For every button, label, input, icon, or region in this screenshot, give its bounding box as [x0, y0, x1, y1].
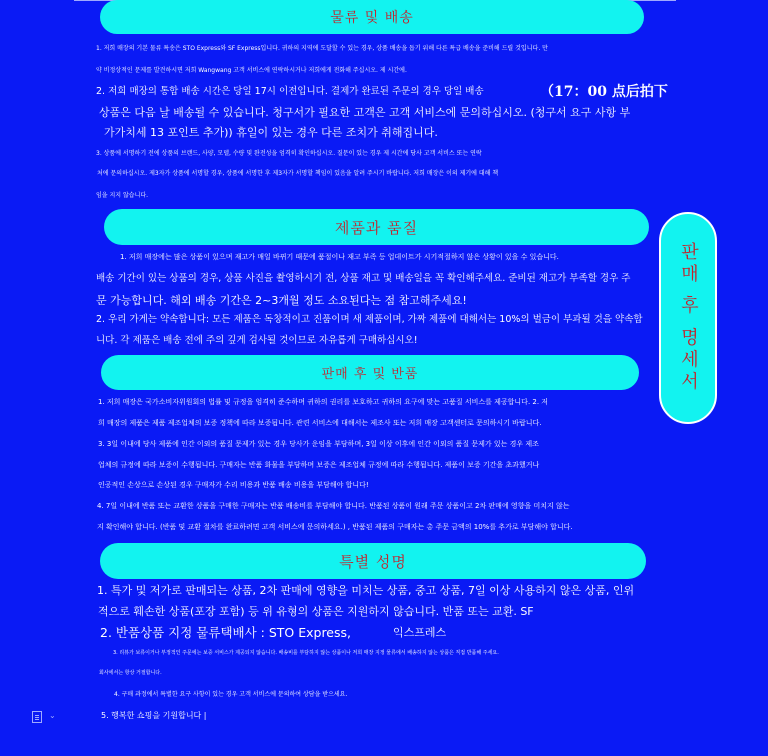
logistics-line-1: 1. 저희 매장의 기본 물류 특송은 STO Express와 SF Express입니다. 귀하의 지역에 도달할 수 있는 경우, 상품 배송을 돕기 위해 다른 특급 배송을 준비해 드릴 것입니다. 만	[96, 45, 548, 52]
quality-line-5: 니다. 각 제품은 배송 전에 주의 깊게 검사될 것이므로 자유롭게 구매하십시오!	[96, 335, 418, 346]
quality-line-1: 1. 저희 매장에는 많은 상품이 있으며 재고가 매일 바뀌기 때문에 품절이나 재고 부족 등 업데이트가 시기적절하지 않은 상황이 있을 수 있습니다.	[120, 253, 559, 261]
aftersales-line-7: 지 확인해야 합니다. (반품 및 교환 절차를 완료하려면 고객 서비스에 문의하세요.) , 반품된 제품의 구매자는 총 주문 금액의 10%를 추가로 부담해야 합니다.	[97, 523, 573, 531]
quality-line-3: 문 가능합니다. 해외 배송 기간은 2~3개월 정도 소요된다는 점 참고해주세요!	[96, 294, 467, 307]
quality-line-2: 배송 기간이 있는 상품의 경우, 상품 사진을 촬영하시기 전, 상품 재고 및 배송일을 꼭 확인해주세요. 준비된 재고가 부족할 경우 주	[96, 273, 631, 284]
quality-line-4: 2. 우리 가게는 약속합니다: 모든 제품은 독창적이고 진품이며 새 제품이며, 가짜 제품에 대해서는 10%의 벌금이 부과될 것을 약속합	[96, 314, 643, 325]
special-line-5: 회사에서는 항상 거절합니다.	[99, 670, 162, 676]
aftersales-line-2: 희 매장의 제품은 제품 제조업체의 보증 정책에 따라 보증됩니다. 관련 서비스에 대해서는 제조사 또는 저희 매장 고객센터로 문의하시기 바랍니다.	[98, 419, 542, 427]
section-title-special	[100, 543, 646, 579]
logistics-line-7: 처에 문의하십시오. 제3자가 상품에 서명할 경우, 상품에 서명한 후 제3자가 서명할 책임이 있음을 알려 주시기 바랍니다. 저희 매장은 이의 제기에 대해 책	[97, 170, 499, 177]
section-title-text: 판매 후 및 반품	[321, 367, 419, 382]
logistics-line-8: 임을 지지 않습니다.	[96, 192, 149, 199]
section-title-text: 특별 성명	[339, 552, 407, 571]
special-line-3: 2. 반품상품 지정 물류택배사 : STO Express,	[100, 625, 351, 640]
aftersales-line-3: 3. 3일 이내에 당사 제품에 인간 이외의 품질 문제가 있는 경우 당사가 운임을 부담하며, 3일 이상 이후에 인간 이외의 품질 문제가 있는 경우 제조	[98, 440, 539, 448]
aftersales-line-5: 인공적인 손상으로 손상된 경우 구매자가 수리 비용과 반품 배송 비용을 부담해야 합니다!	[98, 481, 369, 489]
section-title-logistics	[100, 0, 644, 34]
aftersales-line-4: 업체의 규정에 따라 보증이 수행됩니다. 구매자는 반품 화물을 부담하며 보증은 제조업체 규정에 따라 수행됩니다. 제품이 보증 기간을 초과했거나	[98, 461, 540, 469]
logistics-line-6: 3. 상품에 서명하기 전에 상품의 브랜드, 사양, 모델, 수량 및 완전성을 엄격히 확인하십시오. 질문이 있는 경우 제 시간에 당사 고객 서비스 또는 연락	[96, 150, 482, 157]
special-line-7: 5. 행복한 쇼핑을 기원합니다 |	[101, 711, 207, 720]
special-line-4: 3. 리뷰가 보류이거나 부정적인 주문에는 보증 서비스가 제공되지 않습니다. 배송비를 부담하지 않는 상품이나 저희 매장 지정 물류에서 배송하지 않는 상품은 직접 반품해 주세요.	[113, 650, 499, 656]
section-title-aftersales	[101, 355, 639, 390]
section-title-quality	[104, 209, 649, 245]
aftersales-line-1: 1. 저희 매장은 국가소비자위원회의 법률 및 규정을 엄격히 준수하며 귀하의 권리를 보호하고 귀하의 요구에 맞는 고품질 서비스를 제공합니다. 2. 저	[98, 398, 549, 406]
special-line-6: 4. 구매 과정에서 특별한 요구 사항이 있는 경우 고객 서비스에 문의하여 상담을 받으세요.	[114, 691, 348, 698]
logistics-line-3: 2. 저희 매장의 통합 배송 시간은 당일 17시 이전입니다. 결제가 완료된 주문의 경우 당일 배송	[96, 86, 484, 97]
logistics-line-3-cn: （17：00 点后拍下	[540, 84, 668, 100]
special-line-1: 1. 특가 및 저가로 판매되는 상품, 2차 판매에 영향을 미치는 상품, 중고 상품, 7일 이상 사용하지 않은 상품, 인위	[97, 584, 635, 597]
logistics-line-2: 약 비정상적인 문제를 발견하시면 저희 Wangwang 고객 서비스에 연락하시거나 저희에게 전화해 주십시오. 제 시간에.	[96, 67, 407, 74]
section-title-text: 물류 및 배송	[330, 10, 414, 26]
special-line-2: 적으로 훼손한 상품(포장 포함) 등 위 유형의 상품은 지원하지 않습니다. 반품 또는 교환. SF	[98, 605, 534, 618]
side-label-text: 판매 후 명세서	[678, 242, 699, 394]
after-sales-statement-label	[659, 212, 717, 424]
chevron-down-icon[interactable]: ⌄	[49, 711, 56, 720]
logistics-line-4: 상품은 다음 날 배송될 수 있습니다. 청구서가 필요한 고객은 고객 서비스에 문의하십시오. (청구서 요구 사항 부	[99, 106, 631, 119]
document-icon[interactable]	[32, 711, 42, 723]
special-line-3b: 익스프레스	[393, 626, 447, 639]
section-title-text: 제품과 품질	[334, 218, 419, 237]
logistics-line-5: 가가치세 13 포인트 추가)) 휴일이 있는 경우 다른 조치가 취해집니다.	[104, 126, 438, 139]
aftersales-line-6: 4. 7일 이내에 반품 또는 교환한 상품을 구매한 구매자는 반품 배송비를 부담해야 합니다. 반품된 상품이 원래 주문 상품이고 2차 판매에 영향을 미치지 않는	[97, 502, 570, 510]
